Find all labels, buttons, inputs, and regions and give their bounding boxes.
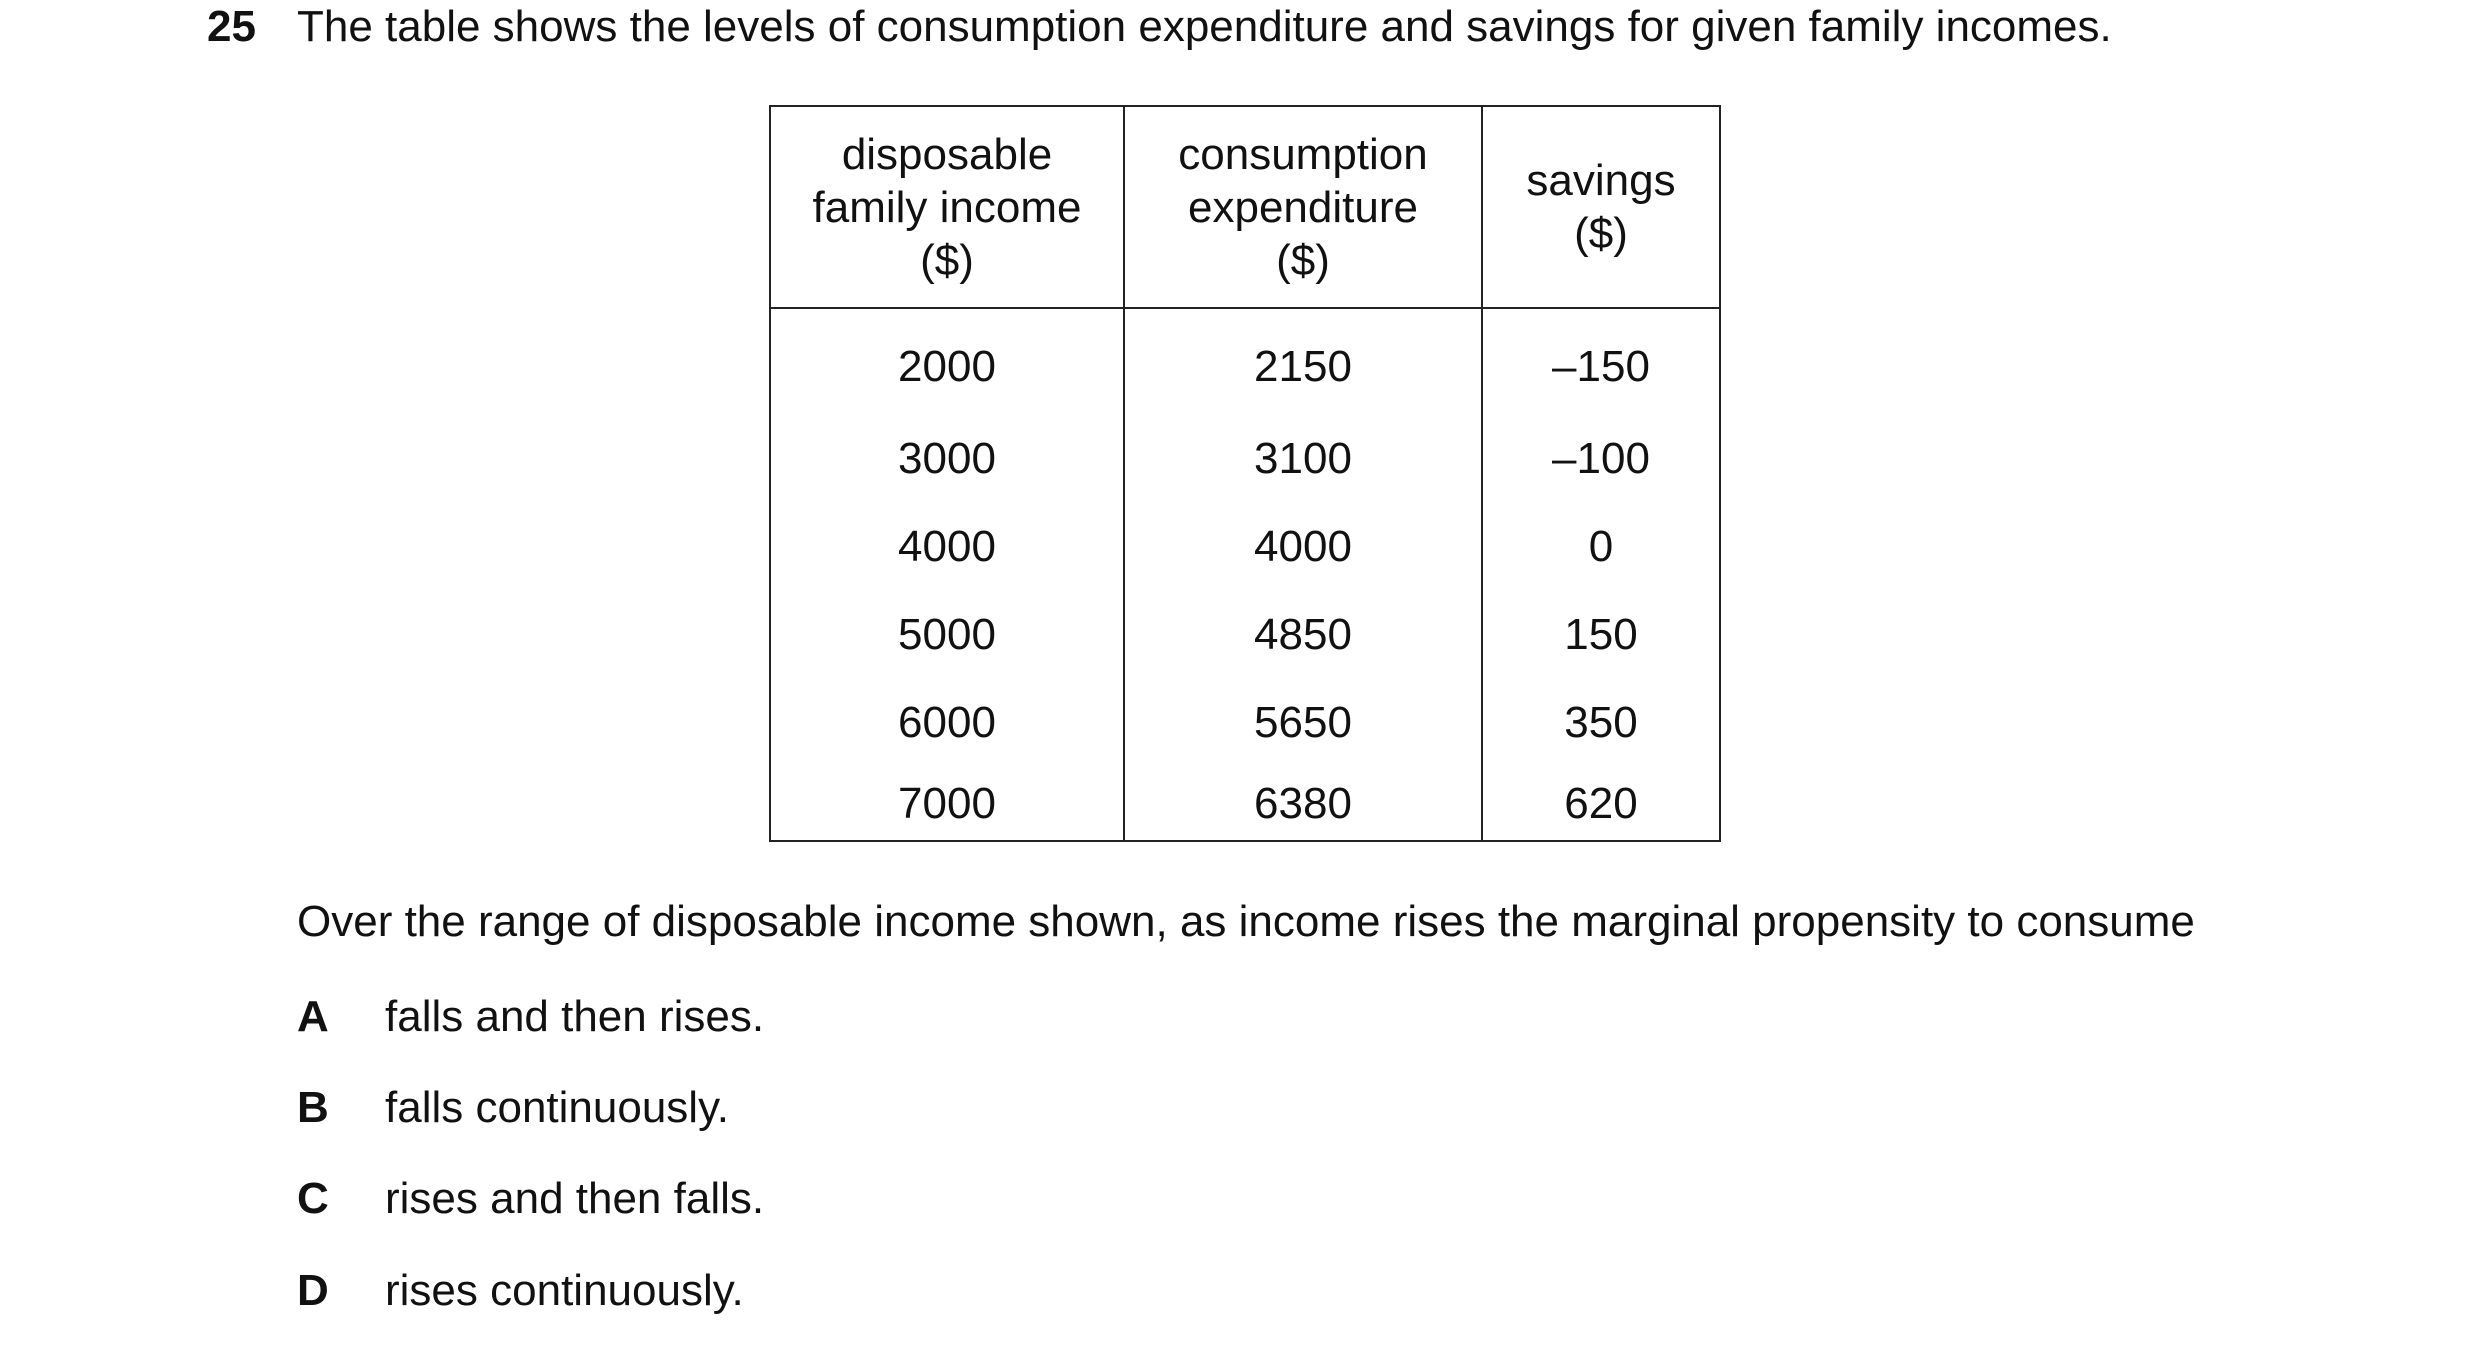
table-header-row [770, 106, 1720, 308]
consumption-cell: 4850 [1124, 590, 1482, 678]
option-letter: B [297, 1083, 329, 1132]
savings-cell: –150 [1482, 308, 1720, 414]
option-b[interactable] [297, 1081, 729, 1135]
question-stem: The table shows the levels of consumption expenditure and savings for given family incomes. [297, 2, 2112, 51]
savings-cell: 350 [1482, 678, 1720, 766]
option-letter: A [297, 992, 329, 1041]
option-text: falls and then rises. [385, 992, 765, 1041]
header-savings: savings ($) [1482, 106, 1720, 308]
question-number: 25 [207, 2, 256, 51]
table-row [770, 414, 1720, 502]
question-prompt: Over the range of disposable income shown, as income rises the marginal propensity to consume [297, 897, 2195, 946]
table-row [770, 308, 1720, 414]
option-letter: C [297, 1174, 329, 1223]
income-cell: 2000 [770, 308, 1124, 414]
data-table [769, 105, 1721, 842]
option-a[interactable] [297, 990, 764, 1044]
option-d[interactable] [297, 1264, 744, 1318]
consumption-cell: 5650 [1124, 678, 1482, 766]
income-cell: 5000 [770, 590, 1124, 678]
option-letter: D [297, 1266, 329, 1315]
header-disposable-income: disposable family income ($) [770, 106, 1124, 308]
consumption-cell: 6380 [1124, 766, 1482, 841]
option-c[interactable] [297, 1172, 764, 1226]
income-cell: 4000 [770, 502, 1124, 590]
option-text: rises and then falls. [385, 1174, 765, 1223]
header-consumption-expenditure: consumption expenditure ($) [1124, 106, 1482, 308]
income-cell: 7000 [770, 766, 1124, 841]
table-row [770, 678, 1720, 766]
savings-cell: 150 [1482, 590, 1720, 678]
option-text: falls continuously. [385, 1083, 730, 1132]
table-row [770, 502, 1720, 590]
table-row [770, 590, 1720, 678]
consumption-cell: 3100 [1124, 414, 1482, 502]
income-cell: 6000 [770, 678, 1124, 766]
table-row [770, 766, 1720, 841]
income-cell: 3000 [770, 414, 1124, 502]
savings-cell: 620 [1482, 766, 1720, 841]
consumption-cell: 2150 [1124, 308, 1482, 414]
savings-cell: 0 [1482, 502, 1720, 590]
savings-cell: –100 [1482, 414, 1720, 502]
consumption-cell: 4000 [1124, 502, 1482, 590]
option-text: rises continuously. [385, 1266, 744, 1315]
